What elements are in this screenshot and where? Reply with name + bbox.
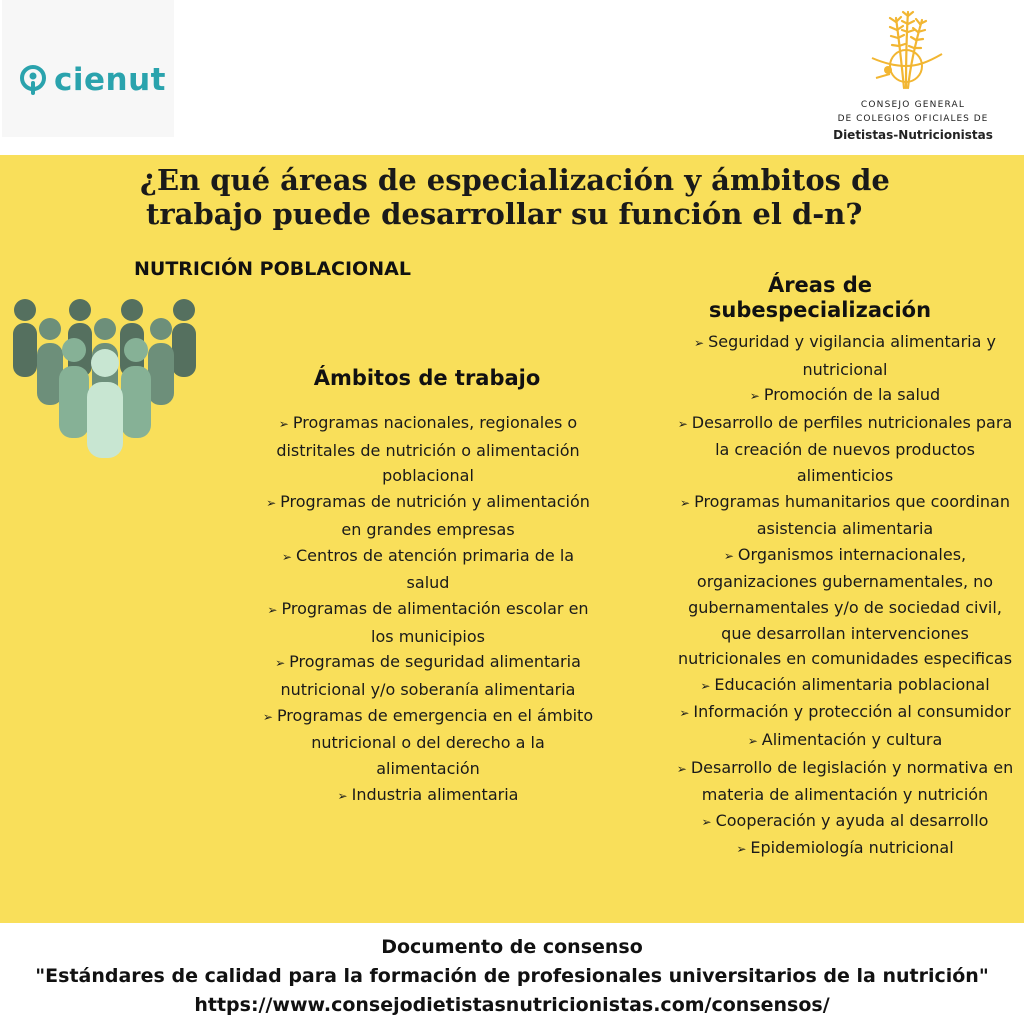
arrow-bullet-icon: ➢ — [723, 548, 734, 563]
areas-heading-line-1: Áreas de — [767, 273, 873, 297]
list-item: ➢ Promoción de la salud — [749, 385, 941, 405]
list-item: ➢ Industria alimentaria — [337, 784, 519, 804]
page-title-line-2: trabajo puede desarrollar su función el d-n? — [146, 197, 863, 231]
arrow-bullet-icon: ➢ — [747, 733, 758, 748]
areas-list — [672, 329, 1018, 863]
list-item: ➢ Programas humanitarios que coordinan asistencia alimentaria — [680, 491, 1010, 539]
list-item: ➢ Educación alimentaria poblacional — [700, 674, 990, 694]
cienut-logo-icon — [18, 63, 48, 97]
arrow-bullet-icon: ➢ — [680, 495, 691, 510]
list-item: ➢ Centros de atención primaria de la salud — [281, 545, 575, 593]
list-item: ➢ Epidemiología nutricional — [736, 838, 954, 858]
cienut-logo-box — [2, 0, 174, 137]
arrow-bullet-icon: ➢ — [275, 656, 286, 671]
areas-heading-line-2: subespecialización — [708, 298, 932, 322]
arrow-bullet-icon: ➢ — [266, 496, 277, 511]
cienut-logo[interactable] — [18, 62, 166, 98]
ambitos-heading: Ámbitos de trabajo — [313, 366, 541, 390]
page-title-line-1: ¿En qué áreas de especialización y ámbitos de — [140, 163, 890, 197]
arrow-bullet-icon: ➢ — [749, 389, 760, 404]
arrow-bullet-icon: ➢ — [677, 416, 688, 431]
arrow-bullet-icon: ➢ — [736, 842, 747, 857]
list-item: ➢ Información y protección al consumidor — [679, 702, 1011, 722]
wheat-sun-emblem-icon — [866, 8, 946, 96]
list-item: ➢ Programas nacionales, regionales o distritales de nutrición o alimentación poblacional — [276, 413, 580, 486]
ambitos-list — [258, 410, 598, 810]
arrow-bullet-icon: ➢ — [281, 549, 292, 564]
list-item: ➢ Alimentación y cultura — [747, 729, 943, 749]
footer-document-title: "Estándares de calidad para la formación de profesionales universitarios de la nutrición" — [35, 965, 989, 987]
list-item: ➢ Programas de alimentación escolar en los municipios — [267, 598, 589, 646]
consejo-line-1: CONSEJO GENERAL — [860, 100, 966, 110]
page-title — [140, 163, 960, 231]
list-item: ➢ Programas de emergencia en el ámbito nutricional o del derecho a la alimentación — [262, 705, 594, 779]
list-item: ➢ Organismos internacionales, organizaciones gubernamentales, no gubernamentales y/o de sociedad civil, que desarrollan intervenciones nutricionales en comunidades especificas — [677, 544, 1013, 669]
areas-heading — [690, 273, 950, 323]
arrow-bullet-icon: ➢ — [267, 602, 278, 617]
list-item: ➢ Desarrollo de perfiles nutricionales para la creación de nuevos productos alimenticios — [677, 412, 1013, 485]
list-item: ➢ Desarrollo de legislación y normativa en materia de alimentación y nutrición — [676, 757, 1014, 805]
arrow-bullet-icon: ➢ — [700, 678, 711, 693]
list-item: ➢ Programas de nutrición y alimentación en grandes empresas — [266, 492, 590, 539]
people-group-icon — [8, 296, 198, 461]
consejo-logo[interactable] — [818, 8, 1008, 148]
header — [0, 0, 1024, 155]
list-item: ➢ Cooperación y ayuda al desarrollo — [701, 810, 989, 830]
section-title: NUTRICIÓN POBLACIONAL — [134, 258, 411, 280]
arrow-bullet-icon: ➢ — [679, 706, 690, 721]
cienut-logo-text: cienut — [54, 62, 166, 98]
footer-document-label: Documento de consenso — [381, 936, 643, 958]
consejo-line-3: Dietistas-Nutricionistas — [833, 128, 993, 142]
arrow-bullet-icon: ➢ — [337, 788, 348, 803]
footer-url-link[interactable]: https://www.consejodietistasnutricionistas.com/consensos/ — [194, 994, 830, 1016]
arrow-bullet-icon: ➢ — [701, 814, 712, 829]
arrow-bullet-icon: ➢ — [278, 417, 289, 431]
arrow-bullet-icon: ➢ — [676, 761, 687, 776]
arrow-bullet-icon: ➢ — [694, 336, 705, 350]
list-item: ➢ Seguridad y vigilancia alimentaria y nutricional — [694, 332, 996, 379]
arrow-bullet-icon: ➢ — [262, 709, 273, 724]
list-item: ➢ Programas de seguridad alimentaria nutricional y/o soberanía alimentaria — [275, 652, 581, 700]
consejo-line-2: DE COLEGIOS OFICIALES DE — [837, 114, 989, 124]
